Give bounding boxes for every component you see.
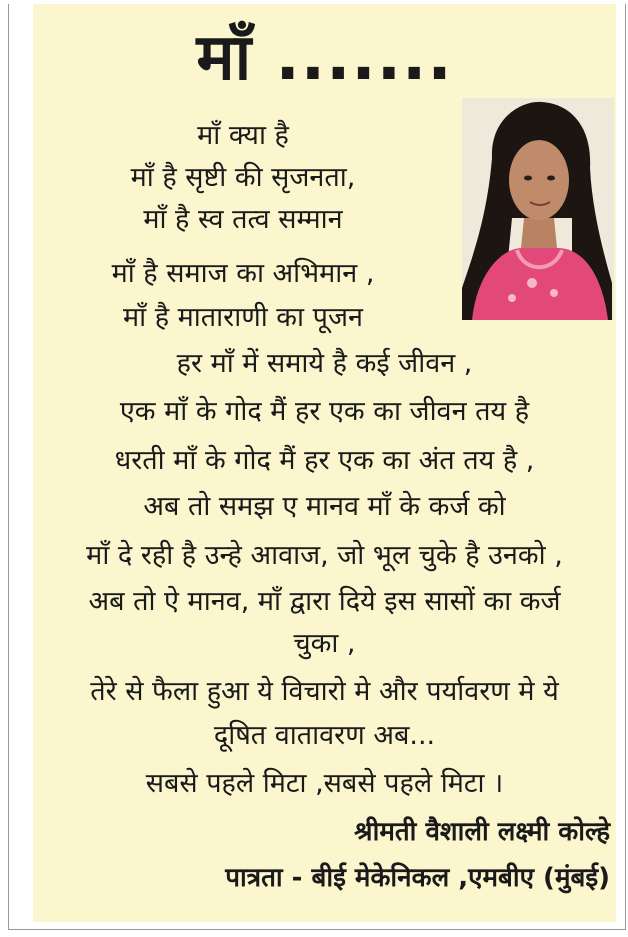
poem-line-3: माँ है स्व तत्व सम्मान xyxy=(143,204,343,235)
author-qualification: पात्रता - बीई मेकेनिकल ,एमबीए (मुंबई) xyxy=(225,863,610,893)
poem-line-12: चुका , xyxy=(293,628,356,659)
portrait-photo-icon xyxy=(462,98,614,320)
poem-line-5: माँ है माताराणी का पूजन xyxy=(123,302,363,333)
poem-line-6: हर माँ में समाये है कई जीवन , xyxy=(176,348,473,379)
poem-line-9: अब तो समझ ए मानव माँ के कर्ज को xyxy=(143,491,506,522)
poem-line-8: धरती माँ के गोद मैं हर एक का अंत तय है , xyxy=(114,445,535,476)
author-name: श्रीमती वैशाली लक्ष्मी कोल्हे xyxy=(354,817,610,847)
poem-line-15: सबसे पहले मिटा ,सबसे पहले मिटा । xyxy=(145,768,504,799)
poem-line-10: माँ दे रही है उन्हे आवाज, जो भूल चुके है उनको , xyxy=(86,540,563,571)
article-title: माँ ....... xyxy=(196,21,453,95)
article-panel xyxy=(33,4,616,922)
poem-line-4: माँ है समाज का अभिमान , xyxy=(111,258,375,289)
poem-line-7: एक माँ के गोद मैं हर एक का जीवन तय है xyxy=(119,396,530,427)
poem-line-11: अब तो ऐ मानव, माँ द्वारा दिये इस सासों का कर्ज xyxy=(88,586,561,617)
poem-line-1: माँ क्या है xyxy=(197,120,289,151)
poem-line-13: तेरे से फैला हुआ ये विचारो मे और पर्यावरण मे ये xyxy=(90,676,559,707)
poem-line-2: माँ है सृष्टी की सृजनता, xyxy=(130,162,356,193)
poem-line-14: दूषित वातावरण अब... xyxy=(213,720,436,751)
author-photo xyxy=(462,98,614,320)
